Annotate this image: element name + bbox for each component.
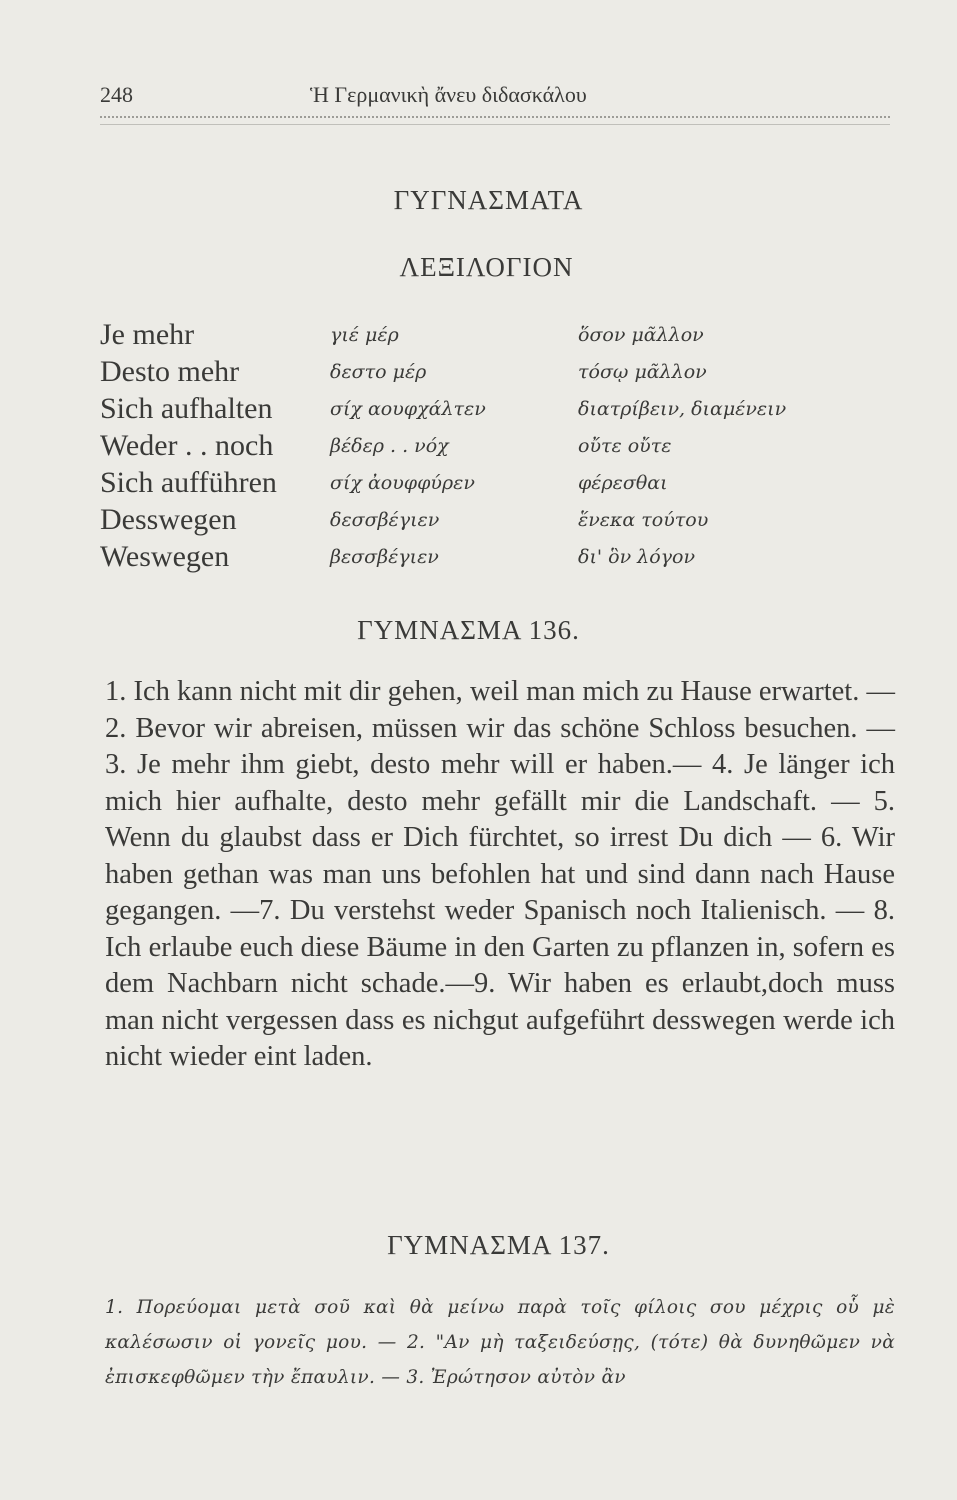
greek-meaning: φέρεσθαι: [578, 472, 668, 494]
vocabulary-table: [100, 318, 920, 577]
german-term: Je mehr: [100, 318, 195, 351]
greek-meaning: τόσῳ μᾶλλον: [578, 361, 707, 383]
pronunciation: βέδερ . . νόχ: [330, 435, 449, 457]
exercise-137-text: 1. Πορεύομαι μετὰ σοῦ καὶ θὰ μείνω παρὰ τοῖς φίλοις σου μέχρις οὗ μὲ καλέσωσιν οἱ γονεῖς μου. — 2. "Αν μὴ ταξειδεύσῃς, (τότε) θὰ δυνηθῶμεν νὰ ἐπισκεφθῶμεν τὴν ἔπαυλιν. — 3. Ἐρώτησον αὐτὸν ἂν: [105, 1297, 895, 1388]
german-term: Sich aufführen: [100, 466, 277, 499]
greek-meaning: ἕνεκα τούτου: [578, 509, 709, 531]
vocabulary-row: [100, 466, 920, 503]
greek-meaning: ὅσον μᾶλλον: [578, 324, 704, 346]
exercise-137-heading: ΓΥΜΝΑΣΜΑ 137.: [387, 1230, 610, 1260]
pronunciation: βεσσβέγιεν: [330, 546, 439, 568]
german-term: Weder . . noch: [100, 429, 274, 462]
german-term: Desswegen: [100, 503, 237, 536]
greek-meaning: οὔτε οὔτε: [578, 435, 672, 457]
vocabulary-row: [100, 540, 920, 577]
pronunciation: γιέ μέρ: [330, 324, 399, 346]
vocabulary-row: [100, 503, 920, 540]
exercise-136-text: 1. Ich kann nicht mit dir gehen, weil man mich zu Hause erwartet. — 2. Bevor wir abreisen, müssen wir das schöne Schloss besuchen. — 3. Je mehr ihm giebt, desto mehr will er haben.— 4. Je länger ich mich hier aufhalte, desto mehr gefällt mir die Landschaft. — 5. Wenn du glaubst dass er Dich fürchtet, so irrest Du dich — 6. Wir haben gethan was man uns befohlen hat und sind dann nach Hause gegangen. —7. Du verstehst weder Spanisch noch Italienisch. — 8. Ich erlaube euch diese Bäume in den Garten zu pflanzen in, sofern es dem Nachbarn nicht schade.—9. Wir haben es erlaubt,doch muss man nicht vergessen dass es nichgut aufgeführt desswegen werde ich nicht wieder eint laden.: [105, 676, 895, 1072]
vocabulary-heading: ΛΕΞΙΛΟΓΙΟΝ: [399, 252, 574, 282]
pronunciation: σίχ αουφχάλτεν: [330, 398, 486, 420]
exercise-136-heading: ΓΥΜΝΑΣΜΑ 136.: [357, 615, 580, 645]
running-title: Ἡ Γερμανικὴ ἄνευ διδασκάλου: [310, 82, 587, 107]
page-number: 248: [100, 82, 133, 107]
vocabulary-row: [100, 429, 920, 466]
exercises-heading: ΓΥΓΝΑΣΜΑΤΑ: [393, 185, 584, 215]
german-term: Sich aufhalten: [100, 392, 273, 425]
greek-meaning: διατρίβειν, διαμένειν: [578, 398, 787, 420]
pronunciation: σίχ ἀουφφύρεν: [330, 472, 475, 494]
german-term: Weswegen: [100, 540, 230, 573]
pronunciation: δεστο μέρ: [330, 361, 427, 383]
greek-meaning: δι' ὃν λόγον: [578, 546, 696, 568]
vocabulary-row: [100, 355, 920, 392]
pronunciation: δεσσβέγιεν: [330, 509, 440, 531]
running-head: [100, 82, 900, 122]
header-rule: [100, 116, 890, 125]
german-term: Desto mehr: [100, 355, 240, 388]
vocabulary-row: [100, 392, 920, 429]
vocabulary-row: [100, 318, 920, 355]
